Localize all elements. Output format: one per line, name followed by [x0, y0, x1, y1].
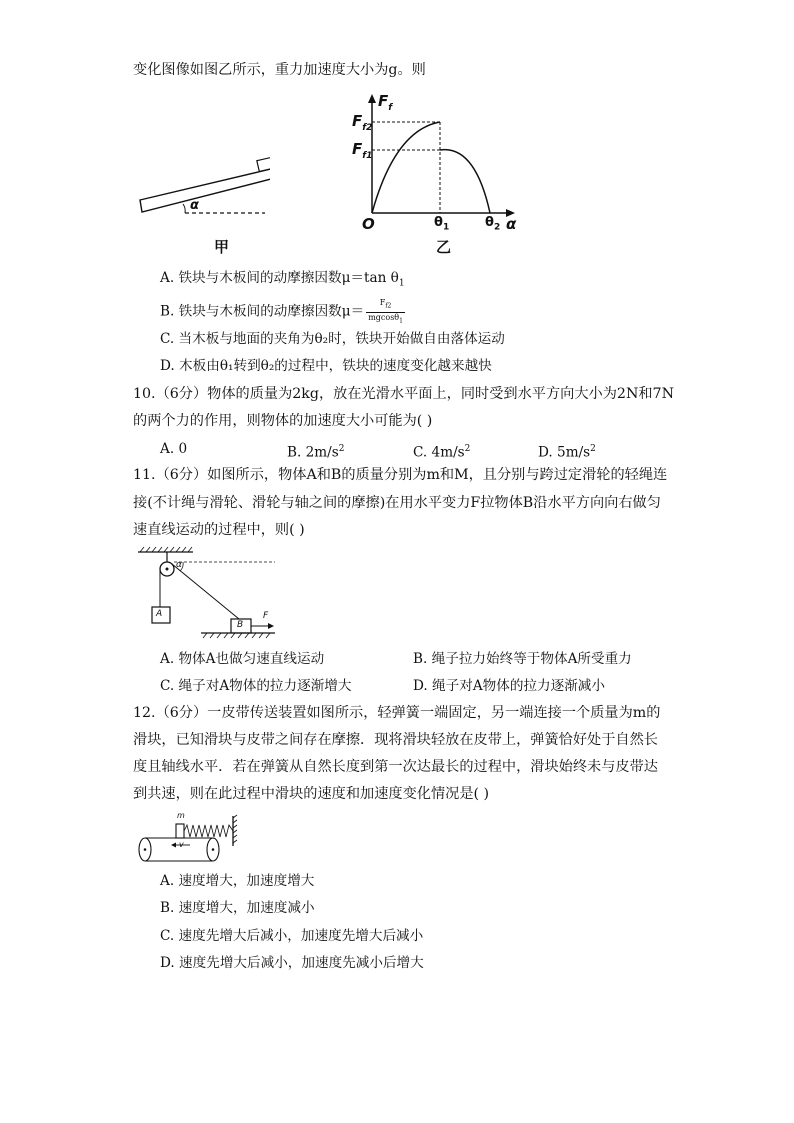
figure-conveyor	[134, 812, 239, 867]
q12-option-d[interactable]: D. 速度先增大后减小，加速度先减小后增大	[160, 955, 424, 971]
figure-pulley	[135, 545, 280, 640]
q12-option-a[interactable]: A. 速度增大，加速度增大	[160, 873, 315, 889]
q11-option-d[interactable]: D. 绳子对A物体的拉力逐渐减小	[413, 678, 605, 694]
q10-stem-line1: 10.（6分）物体的质量为2kg，放在光滑水平面上，同时受到水平方向大小为2N和7N	[133, 386, 674, 402]
tick-ff2: $F_{f2}$	[352, 112, 373, 133]
q10-option-d[interactable]: D. $5m/s^2$	[538, 444, 596, 461]
q9-option-c[interactable]: C. 当木板与地面的夹角为θ₂时，铁块开始做自由落体运动	[160, 331, 505, 347]
q11-option-c[interactable]: C. 绳子对A物体的拉力逐渐增大	[160, 678, 352, 694]
pulley-alpha-label: α	[176, 560, 182, 570]
q9-option-d[interactable]: D. 木板由θ₁转到θ₂的过程中，铁块的速度变化越来越快	[160, 358, 492, 374]
q12-option-c[interactable]: C. 速度先增大后减小，加速度先增大后减小	[160, 928, 424, 944]
figure-label-yi: 乙	[436, 238, 452, 256]
q11-stem-line1: 11.（6分）如图所示，物体A和B的质量分别为m和M，且分别与跨过定滑轮的轻绳连	[133, 467, 668, 483]
force-f-label: F	[263, 611, 269, 621]
q12-stem-line2: 滑块，已知滑块与皮带之间存在摩擦．现将滑块轻放在皮带上，弹簧恰好处于自然长	[133, 732, 658, 748]
q11-stem-line3: 速直线运动的过程中，则( )	[133, 522, 305, 538]
q9-option-b[interactable]: B. 铁块与木板间的动摩擦因数μ＝ $\frac{F_{f2}}{mgcos\theta_1}$	[160, 298, 403, 325]
q12-stem-line3: 度且轴线水平．若在弹簧从自然长度到第一次达最长的过程中，滑块始终未与皮带达	[133, 759, 658, 775]
q11-option-a[interactable]: A. 物体A也做匀速直线运动	[160, 651, 325, 667]
q11-stem-line2: 接(不计绳与滑轮、滑轮与轴之间的摩擦)在用水平变力F拉物体B沿水平方向向右做匀	[133, 495, 661, 511]
block-b-label: B	[237, 620, 244, 630]
block-m-label: m	[177, 811, 185, 820]
theta1-label: $\theta_1$	[434, 215, 450, 233]
q11-option-b[interactable]: B. 绳子拉力始终等于物体A所受重力	[413, 651, 632, 667]
figure-label-jia: 甲	[214, 238, 230, 256]
q12-stem-line4: 到共速，则在此过程中滑块的速度和加速度变化情况是( )	[133, 786, 490, 802]
axis-y-label: $F_f$	[378, 92, 393, 113]
origin-label: O	[362, 215, 375, 233]
q12-stem-line1: 12.（6分）一皮带传送装置如图所示，轻弹簧一端固定，另一端连接一个质量为m的	[133, 705, 661, 721]
q9-option-a[interactable]: A. 铁块与木板间的动摩擦因数μ＝tan $\theta_1$	[160, 270, 405, 289]
q10-option-c[interactable]: C. $4m/s^2$	[413, 444, 471, 461]
velocity-v-label: v	[179, 840, 184, 849]
theta2-label: $\theta_2$	[485, 215, 501, 233]
axis-x-label: α	[506, 215, 517, 233]
alpha-label-incline: α	[190, 198, 199, 213]
figure-incline	[130, 150, 270, 220]
q10-stem-line2: 的两个力的作用，则物体的加速度大小可能为( )	[133, 413, 433, 429]
intro-text: 变化图像如图乙所示，重力加速度大小为g。则	[133, 62, 426, 78]
block-a-label: A	[156, 609, 163, 619]
q10-option-b[interactable]: B. $2m/s^2$	[287, 444, 345, 461]
q10-option-a[interactable]: A. 0	[160, 441, 188, 457]
tick-ff1: $F_{f1}$	[352, 140, 373, 161]
q12-option-b[interactable]: B. 速度增大，加速度减小	[160, 900, 315, 916]
